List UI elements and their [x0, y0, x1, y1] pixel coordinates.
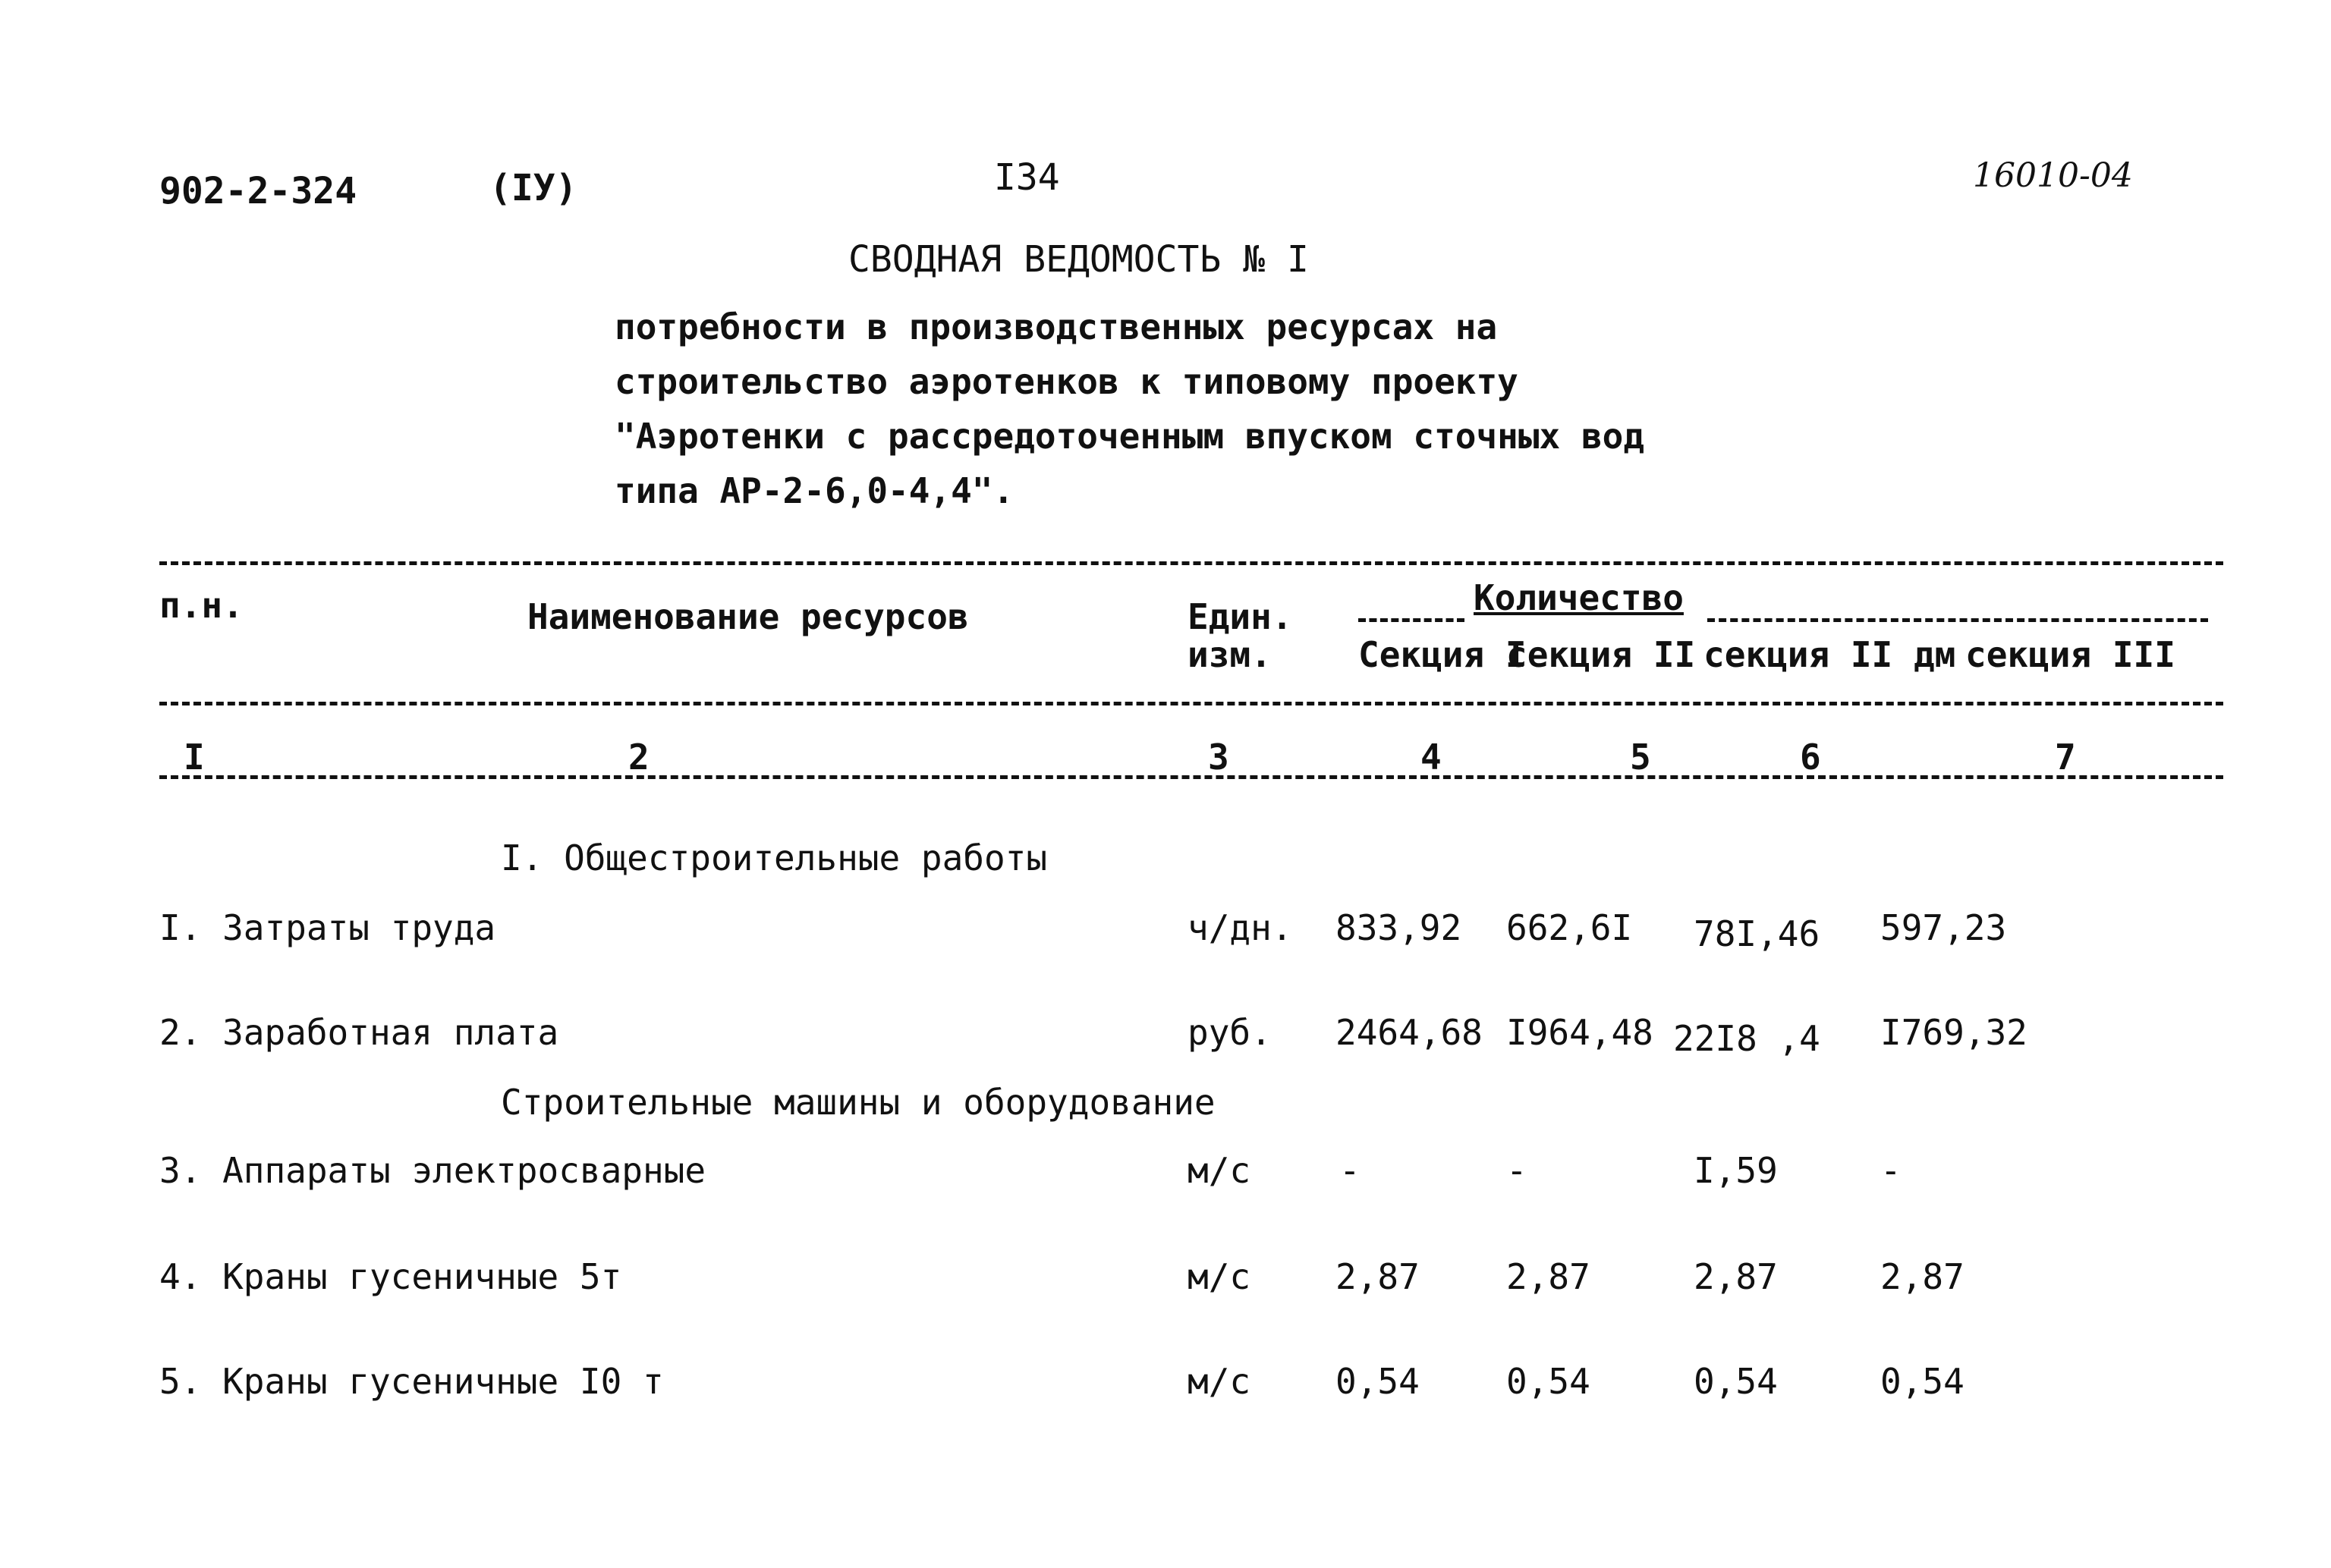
- column-header-unit-line1: Един.: [1188, 596, 1293, 637]
- column-number: I: [184, 737, 205, 778]
- row-value-section-1: 0,54: [1335, 1361, 1420, 1402]
- row-value-section-2dm: 22I8 ,4: [1673, 1018, 1820, 1059]
- document-code: 902-2-324: [159, 170, 357, 212]
- row-value-section-2dm: 78I,46: [1694, 913, 1820, 954]
- row-value-section-3: 0,54: [1880, 1361, 1965, 1402]
- document-part: (IУ): [489, 167, 577, 209]
- column-header-section-1: Секция I: [1358, 634, 1527, 675]
- quantity-rule-right: [1707, 618, 2208, 622]
- column-number: 3: [1208, 737, 1229, 778]
- column-header-section-3: секция III: [1965, 634, 2175, 675]
- row-value-section-1: 833,92: [1335, 907, 1462, 948]
- row-name: 3. Аппараты электросварные: [159, 1150, 706, 1191]
- row-unit: м/с: [1188, 1361, 1251, 1402]
- inventory-number: 16010-04: [1973, 156, 2133, 195]
- row-value-section-2: I964,48: [1506, 1012, 1653, 1053]
- row-value-section-3: I769,32: [1880, 1012, 2027, 1053]
- row-name: I. Затраты труда: [159, 907, 496, 948]
- table-header-rule: [159, 702, 2223, 705]
- row-value-section-2: 2,87: [1506, 1256, 1590, 1297]
- column-header-quantity: Количество: [1474, 577, 1684, 618]
- column-header-unit-line2: изм.: [1188, 634, 1272, 675]
- row-value-section-1: -: [1339, 1150, 1361, 1191]
- row-name: 5. Краны гусеничные I0 т: [159, 1361, 664, 1402]
- column-number: 7: [2055, 737, 2076, 778]
- row-unit: руб.: [1188, 1012, 1272, 1053]
- table-top-rule: [159, 561, 2223, 565]
- column-number: 2: [628, 737, 650, 778]
- row-unit: м/с: [1188, 1256, 1251, 1297]
- row-value-section-2: 662,6I: [1506, 907, 1633, 948]
- row-name: 2. Заработная плата: [159, 1012, 559, 1053]
- column-header-pn: п.н.: [159, 585, 244, 626]
- row-value-section-3: 2,87: [1880, 1256, 1965, 1297]
- row-value-section-3: 597,23: [1880, 907, 2007, 948]
- row-value-section-2dm: I,59: [1694, 1150, 1778, 1191]
- page-title: СВОДНАЯ ВЕДОМОСТЬ № I: [848, 238, 1309, 281]
- column-number: 5: [1630, 737, 1651, 778]
- page-number: I34: [994, 156, 1060, 199]
- row-value-section-2: -: [1506, 1150, 1527, 1191]
- column-number: 6: [1800, 737, 1821, 778]
- group-title-machines: Строительные машины и оборудование: [501, 1082, 1216, 1123]
- row-value-section-2: 0,54: [1506, 1361, 1590, 1402]
- subtitle-line-4: типа АР-2-6,0-4,4".: [615, 470, 1015, 511]
- row-value-section-1: 2,87: [1335, 1256, 1420, 1297]
- column-header-section-2dm: секция II дм: [1703, 634, 1956, 675]
- column-header-section-2: секция II: [1506, 634, 1696, 675]
- column-number: 4: [1420, 737, 1442, 778]
- subtitle-line-2: строительство аэротенков к типовому проекту: [615, 361, 1518, 402]
- row-unit: ч/дн.: [1188, 907, 1293, 948]
- quantity-rule-left: [1358, 618, 1464, 622]
- row-unit: м/с: [1188, 1150, 1251, 1191]
- row-value-section-2dm: 0,54: [1694, 1361, 1778, 1402]
- row-value-section-3: -: [1880, 1150, 1902, 1191]
- subtitle-line-1: потребности в производственных ресурсах на: [615, 306, 1498, 347]
- subtitle-line-3: "Аэротенки с рассредоточенным впуском сточных вод: [615, 416, 1645, 457]
- column-number-rule: [159, 775, 2223, 779]
- row-name: 4. Краны гусеничные 5т: [159, 1256, 622, 1297]
- row-value-section-1: 2464,68: [1335, 1012, 1483, 1053]
- group-title-general-construction: I. Общестроительные работы: [501, 837, 1048, 878]
- row-value-section-2dm: 2,87: [1694, 1256, 1778, 1297]
- column-header-name: Наименование ресурсов: [527, 596, 969, 637]
